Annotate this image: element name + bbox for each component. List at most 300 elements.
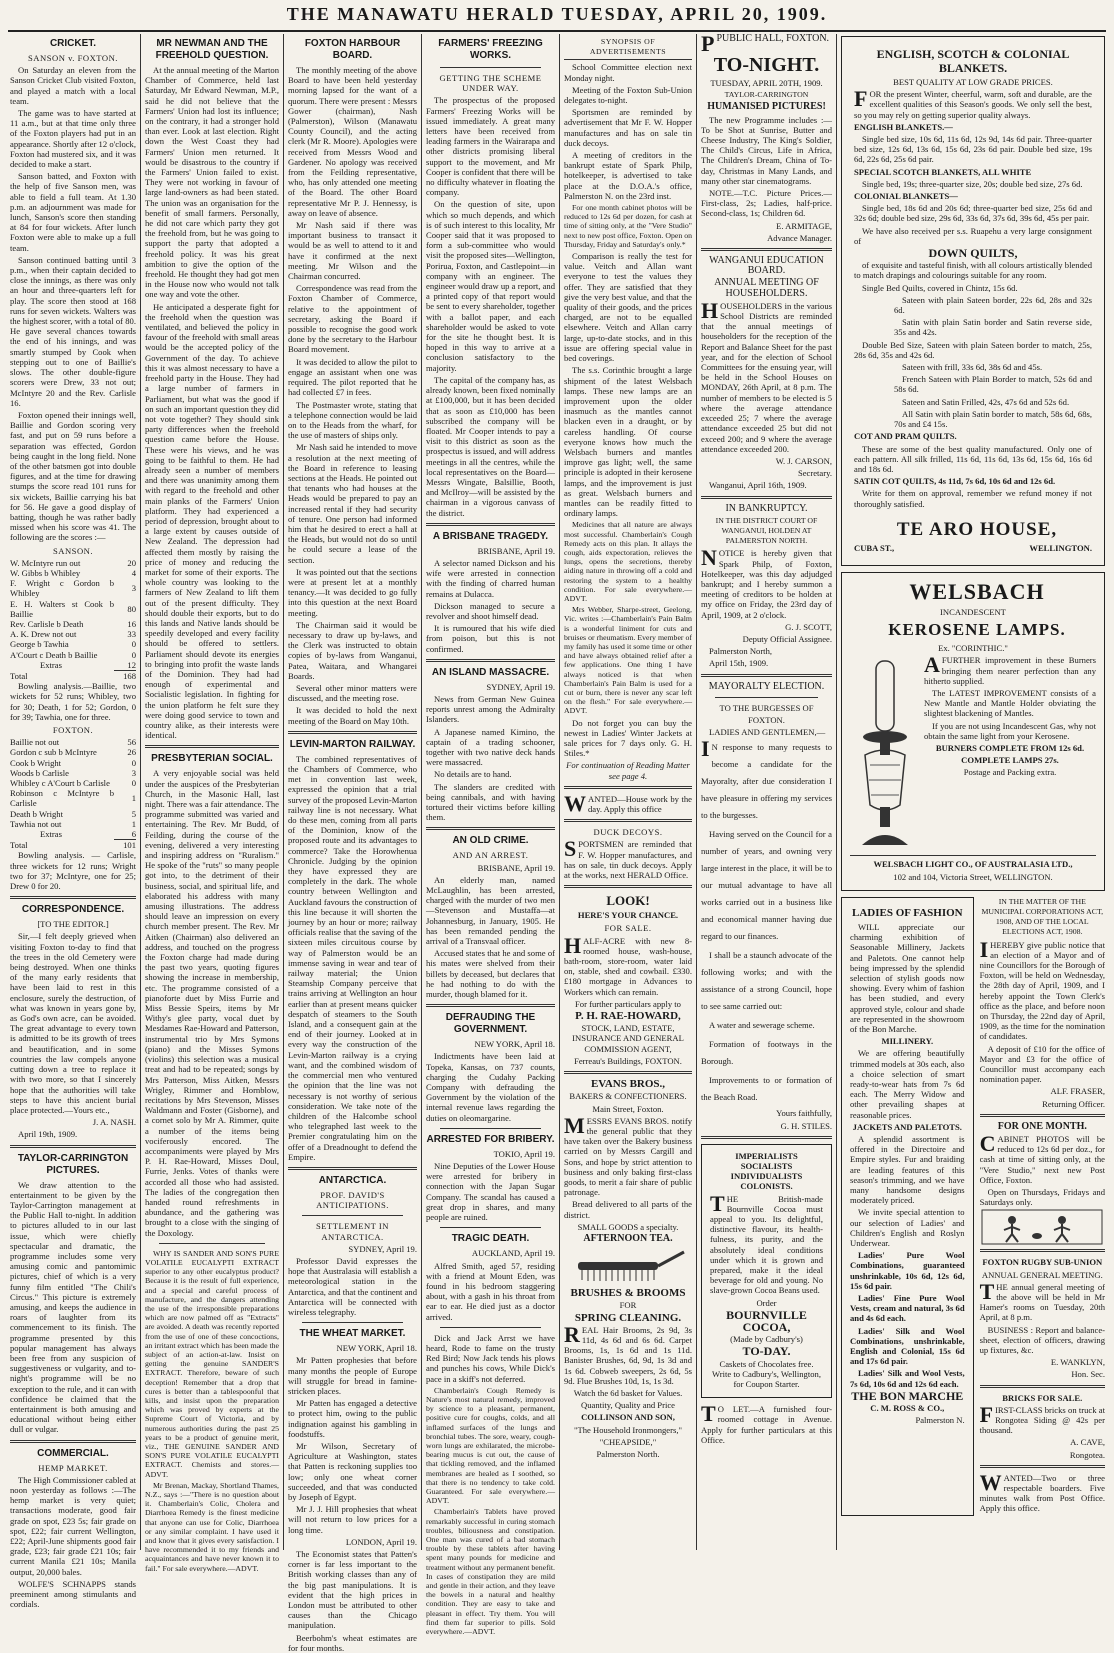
divider [440,1327,541,1328]
bankruptcy-court: IN THE DISTRICT COURT OF WANGANUI, HOLDEN AT PALMERSTON NORTH. [715,515,818,546]
divider [10,1145,136,1148]
hemp-market-subheading: HEMP MARKET. [38,1462,108,1473]
antarctica-subheading: SETTLEMENT IN ANTARCTICA. [316,1221,389,1242]
article-paragraph: We draw attention to the entertainment to be given by the Taylor-Carrington management at the Public Hall to-night. In addition to pictures alluded to in our last issue, which were chiefly spectacular and dramatic, the programme includes some very amusing comic and pantomimic pictures, chief of which is a very funny film entitled "The Chili's Circus." This picture is extremely amusing, and keeps the audience in roars of laughter from its commencement to its finish. The programme presented by this popular management has always been free from any suspicion of suggestiveness or vulgarity, and to-night's programme will be no exception to the rule, and it can with confidence be claimed that the entertainment is both amusing and educational without being either dull or vulgar. [10,1179,136,1435]
score-row: A. K. Drew not out 33 [10,629,136,640]
welsbach-company: WELSBACH LIGHT CO., OF AUSTRALASIA LTD., [850,855,1096,869]
article-paragraph: Nine Deputies of the Lower House were arrested for bribery in connection with the Japan Sugar Company. The scandal has caused a great drop in shares, and many people are ruined. [426,1161,555,1223]
bon-marche-ad [841,897,974,1516]
rhyme-text: Dick and Jack Arrst we have heard, Rode to fame on the trusty Red Bird; Now Jack tends his plows and punches his cows, While Dick's pace in a skiff's not deferred. [426,1332,555,1384]
evans-address: Main Street, Foxton. [592,1103,664,1114]
municipal-text: A deposit of £10 for the office of Mayor and £3 for the office of Councillor must accompany each nomination paper. [979,1043,1105,1085]
cabinet-photos-text: Open on Thursdays, Fridays and Saturdays only. [979,1187,1105,1208]
dateline: AUCKLAND, April 19. [471,1248,555,1259]
defrauding-heading: DEFRAUDING THE GOVERNMENT. [445,1012,536,1036]
scott-date: April 15th, 1909. [709,658,769,669]
divider [980,1114,1105,1117]
dropcap: W [979,1469,1002,1495]
column-6 [697,31,836,1550]
old-crime-subheading: AND AN ARREST. [452,850,529,861]
article-paragraph: The Economist states that Patten's corner is far less important to the British working classes than any of the big past manipulations. It is evident that the high prices in London must be attributed to other causes than the Chicago manipulation. [288,1549,417,1631]
evans-title: EVANS BROS., [590,1078,666,1091]
advertisement-text: WHY IS SANDER AND SON'S PURE VOLATILE EUCALYPTI EXTRACT superior to any other eucalyptus product? Because it is the result of full experience, and a special and careful process of manufacture, and the dangers attending the use of the irresponsible preparations which are now palmed off as "Extracts" are avoided. A death was recently reported from the use of one of these concoctions, an irritant extract which has been made the subject of an action-at-law. Insist on getting the genuine SANDER'S EXTRACT. Therefore, beware of such deception! Remember that a drop that cures is better than a tablespoonful that kills, and insist upon the preparation which was proved by experts at the Supreme Court of Victoria, and by numerous authorities during the past 25 years to be a product of genuine merit, viz., THE GENUINE SANDER AND SON'S PURE VOLATILE EUCALYPTI EXTRACT. Chemists and stores.—ADVT. [145,1248,280,1479]
article-paragraph: Accused states that he and some of his mates were shelved from their billets by deceased, but declares that he had nothing to do with the murder, though blamed for it. [426,948,555,1000]
duck-decoys-heading: DUCK DECOYS. [593,827,663,838]
score-row: E. H. Walters st Cook b Baillie 80 [10,598,136,619]
tragic-death-heading: TRAGIC DEATH. [451,1233,530,1245]
dateline: NEW YORK, April 18. [336,1343,417,1354]
quilt-price-item: Satin with plain Satin border and Satin reverse side, 35s and 42s. [894,317,1092,338]
column-3 [284,34,421,1653]
article-paragraph: Mr Nash said he intended to move a resolution at the next meeting of the Board in reference to leasing sections at the Heads. He pointed out that tenants who had houses at the Heads would be prepared to pay an increased rental if they had security of tenure. One person had informed him that he desired to erect a hall at the Heads, but would not do so until he could secure a lease of the section. [288,442,417,565]
letter-date: April 19th, 1909. [18,1129,78,1140]
mayoralty-yours: Yours faithfully, [776,1108,832,1119]
synopsis-item: Comparison is really the test for value. Veitch and Allan want everyone to test the values they offer. They are satisfied that they give the very best value, and that the quality of their goods, and the prices charged, are not to be equalled elsewhere. Veitch and Allan carry large, up-to-date stocks, and in this issue are offering special value in bed coverings. [564,251,692,364]
article-paragraph: Mr Wilson, Secretary of Agriculture at Washington, states that Patten is reckoning supplies too low; only one wheat corner succeeded, and that was conducted by Joseph of Egypt. [288,1440,417,1502]
antarctica-heading: ANTARCTICA. [318,1174,387,1186]
article-paragraph: It is rumoured that his wife died from poison, but this is not confirmed. [426,623,555,654]
householders-text: OUSEHOLDERS in the various School Districts are reminded that the annual meetings of householders for the reception of the Report and Balance Sheet for the past year, and for the election of School Committees for the ensuing year, will be held in the School Houses on MONDAY, 26th April, at 8 p.m. The number of members to be elected is 5 where the average attendance exceeded 25; 7 where the average attendance exceeded 25 but did not exceed 200; and 9 where the average attendance exceeded 200. [701,300,832,454]
wheat-market-heading: THE WHEAT MARKET. [299,1328,406,1340]
duck-decoys-text: PORTSMEN are reminded that F. W. Hopper manufactures, and has on sale, tin duck decoys. Apply at the works, next HERALD Office. [564,839,692,881]
evans-text: Bread delivered to all parts of the district. [564,1199,692,1220]
carson-name: W. J. CARSON, [775,455,832,466]
burgesses-line: TO THE BURGESSES OF [719,702,814,713]
scott-role: Deputy Official Assignee. [742,633,832,644]
quilt-price-item: Sateen with plain Sateen border, 22s 6d, 28s and 32s 6d. [894,294,1092,316]
masthead: THE MANAWATU HERALD TUESDAY, APRIL 20, 1909. [8,4,1106,32]
underwear-item: Ladies' Silk and Wool Combinations, unshrinkable, English and Colonial, 15s 6d and 17s 6d pair. [850,1325,965,1367]
jackets-heading: JACKETS AND PALETOTS. [852,1121,962,1132]
score-row: Cook b Wright 0 [10,757,136,768]
salutation: LADIES AND GENTLEMEN,— [709,727,826,738]
bon-marche-text: We are offering beautifully trimmed models at 30s each, also a choice selection of smart ready-to-wear hats from 7s 6d each. The Merry Widow and other prevailing shapes at reasonable prices. [850,1048,965,1120]
consignment-text: We have also received per s.s. Ruapehu a very large consignment of [854,225,1092,246]
divider [440,1128,541,1129]
for-sale-heading: FOR SALE. [604,923,652,934]
article-paragraph: The High Commissioner cabled at noon yesterday as follows :—The hemp market is very quiet; transactions moderate, good fair grade on spot, £23 5s; fair grade on spot, £22; fair current Wellington, £22; April-June shipments good fair grade, £23; fair grade £21 10s; fair current Manila £21 10s; Manila output, 20,000 bales. [10,1474,136,1577]
brisbane-tragedy-heading: A BRISBANE TRAGEDY. [432,530,549,542]
collinson-town: Palmerston North. [596,1448,660,1459]
divider [288,731,417,734]
article-paragraph: A selector named Dickson and his wife were arrested in connection with the finding of charred human remains at Dulacca. [426,557,555,599]
cocoa-ad-title: IMPERIALISTS SOCIALISTS INDIVIDUALISTS COLONISTS. [730,1150,803,1192]
collinson-name: COLLINSON AND SON, [581,1412,675,1423]
dropcap: N [701,545,717,571]
bankruptcy-text: OTICE is hereby given that Spark Philp, of Foxton, Hotelkeeper, was this day adjudged bankrupt; and I hereby summon a meeting of creditors to be holden at my office on Friday, the 23rd day of April, 1909, at 2 o'clock. [701,548,832,620]
look-heading: LOOK! [606,893,650,909]
divider [10,896,136,899]
underwear-item: Ladies' Fine Pure Wool Vests, cream and natural, 3s 6d and 4s 6d each. [850,1293,965,1324]
dateline: SYDNEY, April 19. [486,681,555,692]
fraser-role: Returning Officer. [1042,1098,1105,1109]
bricks-text: IRST-CLASS bricks on truck at Rongotea Siding @ 42s per thousand. [979,1404,1105,1436]
divider [564,819,692,822]
correspondence-heading: CORRESPONDENCE. [21,904,125,916]
dropcap: F [854,86,868,112]
foxton-heading: FOXTON. [52,725,94,735]
bon-marche-name: THE BON MARCHE [851,1388,964,1403]
divider [701,1136,832,1139]
brushes-spring: SPRING CLEANING. [574,1311,682,1324]
article-paragraph: The Postmaster wrote, stating that a telephone connection would be laid on to the Heads from the wharf, for the use of masters of ships only. [288,399,417,441]
article-paragraph: Foxton opened their innings well, Baillie and Gordon scoring very fast, and put on 59 runs before a separation was effected, Gordon being caught in the long field. None of the other batsmen got into double figures, and at the time for drawing stumps the score read 101 runs for six wickets, Baillie carrying his bat for 56. He gave a good display of batting, though he was rather badly missed when his score was 41. The following are the scores :— [10,409,136,543]
newman-heading: MR NEWMAN AND THE FREEHOLD QUESTION. [155,38,269,61]
collinson-address: "CHEAPSIDE," [599,1436,657,1447]
divider [980,1465,1105,1468]
management: TAYLOR-CARRINGTON [724,90,809,100]
cricket-subheading: SANSON v. FOXTON. [28,53,118,63]
show-date: TUESDAY, APRIL 20TH, 1909. [710,78,823,88]
dropcap: H [564,932,582,958]
divider [564,786,692,789]
satin-cot-quilts: SATIN COT QUILTS, 4s 11d, 7s 6d, 10s 6d and 12s 6d. [854,476,1056,487]
dateline: BRISBANE, April 19. [477,862,555,873]
underwear-item: Ladies' Silk and Wool Vests, 7s 6d, 10s 6d and 12s 6d each. [850,1368,965,1389]
agent-address: Ferreau's Buildings, FOXTON. [574,1055,682,1066]
divider [440,1227,541,1228]
millinery-heading: MILLINERY. [881,1036,934,1047]
cot-quilts-text: These are some of the best quality manufactured. Only one of each pattern. All silk frilled, 11s 6d, 11s 6d, 13s 6d, 15s 6d, 16s 6d and 18s 6d. [854,443,1092,474]
synopsis-heading: SYNOPSIS OF ADVERTISEMENTS [564,37,692,60]
dropcap: I [979,936,989,962]
letter-signature: J. A. NASH. [92,1117,136,1128]
article-paragraph: Sir,—I felt deeply grieved when visiting Foxton to-day to find that the trees in the old Cemetery were being destroyed. When one thinks of the many early residents that have been laid to rest in this enclosure, surely the destruction, of what was known in years gone by, as God's own acre, can be avoided. The great advantage to every town is admitted to be its growth of trees and beautification, and in some countries the law compels anyone cutting down a tree to replace it with two more, so that I sincerely hope that the authorities will take steps to have this ancient burial place protected.—Yours etc., [10,931,136,1115]
advertisement-text: Medicines that all nature are always most successful. Chamberlain's Cough Remedy acts on this plan. It allays the cough, aids expectoration, relieves the lungs, opens the secretions, thereby aiding nature in throwing off a cold and restoring the system to a healthy condition. For sale everywhere.—ADVT. [564,520,692,603]
divider [288,1167,417,1170]
score-total-row: Total 168 [10,670,136,681]
dropcap: C [979,1131,996,1156]
blankets-title: ENGLISH, SCOTCH & COLONIAL BLANKETS. [876,47,1070,75]
column-1 [6,34,140,1610]
chance-heading: HERE'S YOUR CHANCE. [577,910,679,921]
divider [980,1249,1105,1252]
brushes-title: BRUSHES & BROOMS [570,1287,686,1300]
down-quilts-text: of exquisite and tasteful finish, with all colours artistically blended to match drapings and colourings suitable for any room. [854,260,1092,281]
quilt-price-item: Sateen and Satin Frilled, 42s, 47s 6d and 52s 6d. [902,396,1070,407]
levin-marton-heading: LEVIN-MARTON RAILWAY. [289,738,416,750]
wanganui-heading: WANGANUI EDUCATION BOARD. [709,255,824,277]
dateline: TOKIO, April 19. [493,1148,555,1159]
article-paragraph: It was decided to hold the next meeting of the Board on May 10th. [288,705,417,726]
cocoa-ad-text: HE British-made Bournville Cocoa must appeal to you. Its delightful, distinctive flavour, its health-fulness, its purity, and the absolutely ideal conditions under which it is grown and prepared, make it the ideal beverage for old and young. No slave-grown Cocoa Beans used. [710,1193,823,1296]
score-row: George b Tawhia 0 [10,639,136,650]
agent-description: STOCK, LAND, ESTATE, INSURANCE AND GENERAL COMMISSION AGENT, [572,1023,684,1054]
advertisement-text: Chamberlain's Cough Remedy is Nature's most natural remedy, improved by science to a pleasant, permanent, positive cure for coughs, colds, and all inflamed surfaces of the lungs and bronchial tubes. The sore, weary, cough-worn lungs are exhilarated, the microbe-bearing mucus is cut out, the cause of that tickling removed, and the inflamed membranes are healed as I soothed, so that there is no tendency to take cold. Guaranteed. For sale everywhere.—ADVT. [426,1385,555,1506]
municipal-title: IN THE MATTER OF THE MUNICIPAL CORPORATIONS ACT, 1908, AND OF THE LOCAL ELECTIONS ACT, 1908. [981,896,1104,937]
dropcap: T [979,1278,995,1304]
evans-text: ESSRS EVANS BROS. notify the general public that they have taken over the Bakery business carried on by Messrs Cargill and Sons, and hope by strict attention to business and only baking first-class goods, to merit a fair share of public patronage. [564,1115,692,1198]
advertisement-text: Mr Brenan, Mackay, Shortland Thames, N.Z., says :—"There is no question about it. Chamberlain's Colic, Cholera and Diarrhoea Remedy is the finest medicine that anyone can use for Colic, Diarrhoea or any similar complaint. I have used it and know that it gives every satisfaction. I have recommended it to my friends and acquaintances and have never known it to fail." For sale everywhere.—ADVT. [145,1480,279,1573]
mayoralty-heading: MAYORALTY ELECTION. [708,680,825,692]
bon-marche-text: WILL appreciate our charming exhibition of Seasonable Millinery, Jackets and Paletots. One cannot help being impressed by the splendid selection of stylish goods now showing. Every whim of fashion has been studied, and every approved style, colour and shade are represented in the showroom of the Bon Marche. [850,921,965,1034]
article-paragraph: On the question of site, upon which so much depends, and which is of such interest to this locality, Mr Cooper said that it was proposed to form a sub-committee who would visit the proposed sites—Wellington, Porirua, Foxton, and Castlepoint—in company with an engineer. The engineer would draw up a report, and a printed copy of that report would be sent to every shareholder, together with a ballot paper, and each shareholder would be asked to vote for the site he thought best. It is hoped in this way to arrive at a conclusion satisfactory to the majority. [426,199,555,373]
half-acre-text: ALF-ACRE with new 8-roomed house, wash-house, bath-room, store-room, water laid on, stable, shed and cowbail. £330. £180 mortgage in Advances to Workers which can remain. [564,935,692,997]
ladies-of-fashion-title: LADIES OF FASHION [851,906,963,919]
down-quilts-heading: DOWN QUILTS, [928,246,1018,261]
quilt-price-item: French Sateen with Plain Border to match, 52s 6d and 58s 6d. [894,374,1092,395]
quilt-price-item: All Satin with plain Satin border to match, 58s 6d, 68s, 70s and £4 15s. [894,408,1092,430]
wanted-ad: ANTED—House work by the day. Apply this office [588,793,692,815]
kerosene-lamp-icon [850,655,920,855]
dropcap: W [564,790,586,816]
harbour-board-heading: FOXTON HARBOUR BOARD. [304,38,401,61]
score-row: W. Gibbs b Whibley 4 [10,567,136,578]
fraser-name: ALF. FRASER, [1050,1086,1105,1097]
cave-address: Rongotea. [1069,1449,1105,1460]
cocoa-brand: BOURNVILLE [726,1307,807,1322]
score-row: Robinson c McIntyre b Carlisle 1 [10,788,136,809]
score-row: Tawhia not out 1 [10,818,136,829]
article-paragraph: Dickson managed to secure a revolver and shoot himself dead. [426,600,555,621]
article-paragraph: The combined representatives of the Chambers of Commerce, who met in convention last week, expressed the opinion that a trial survey of the proposed Levin-Marton railway line is not necessary. What do these men, coming from all parts of the Dominion, know of the proposed route and its advantages to commerce? Take the Horowhenua Chronicle. Judging by the opinion they have expressed they are completely in the dark. The whole country between Wellington and Auckland favours the construction of this line because it will shorten the journey by an hour or more; railway officials realise that the saving of the sixteen miles circuitous course by way of Palmerston would be an immense saving in wear and tear of railway material; the Union Steamship Company perceive that trains arriving at Wellington an hour earlier than at present means quicker despatch of steamers to the South Island, and a consequent gain at the end of their journey. Looked at in every way the construction of the Levin-Marton railway is a crying want, and the combined wisdom of the commercial men who ventured the opinion that the line was not necessary is not worthy of serious consideration. We take note of the children of the Halcombe school who telegraphed last week to the Premier congratulating him on the offer of a Dreadnought to defend the Empire. [288,753,417,1162]
article-paragraph: Indictments have been laid at Topeka, Kansas, on 737 counts, charging the Cudahy Packing Company with defrauding the Government by the violation of the internal revenue laws regarding the duties on oleomargarine. [426,1051,555,1123]
welsbach-lamps-price: COMPLETE LAMPS 27s. [961,755,1059,766]
article-paragraph: Mr Patten prophesies that before many months the people of Europe will struggle for bread in famine-stricken places. [288,1355,417,1396]
welsbach-text: FURTHER improvement in these Burners bringing them nearer perfection than any hitherto supplied. [924,655,1096,686]
welsbach-subtitle: INCANDESCENT [940,606,1006,617]
dropcap: T [710,1190,725,1216]
score-row: Rev. Carlisle b Death 16 [10,618,136,629]
cocoa-word: COCOA, [742,1320,791,1335]
cuba-street: CUBA ST., [854,542,895,553]
divider [701,496,832,499]
article-paragraph: Sanson continued batting until 3 p.m., when their captain decided to close the innings, as there was only an hour and three-quarters left for play. The score then stood at 168 runs for seven wickets. Walters was the highest scorer, with a total of 80. He gave several chances towards the end of his innings, and was smartly stumped by Cook when stepping out to one of Baillie's slows. The other double-figure scorers were Drew, 33 not out; McIntyre 20 and the Rev. Carlisle 16. [10,254,136,408]
score-row: A'Court c Death b Baillie 0 [10,649,136,660]
article-paragraph: Beerbohm's wheat estimates are for four months. [288,1632,417,1653]
cot-quilts-heading: COT AND PRAM QUILTS. [854,431,957,442]
cocoa-ad [701,1144,832,1398]
colonial-blankets-label: COLONIAL BLANKETS— [854,191,958,202]
cricket-heading: CRICKET. [49,38,97,49]
mayoralty-text: N response to many requests to become a candidate for the Mayoralty, after due consideration I have pleasure in offering my services to the burgesses. [701,742,832,821]
divider [426,523,555,526]
dateline: NEW YORK, April 18. [474,1039,555,1050]
commercial-heading: COMMERCIAL. [37,1447,109,1459]
synopsis-item: School Committee election next Monday night. [564,62,692,83]
article-paragraph: The capital of the company has, as already known, been fixed nominally at £100,000, but it has been decided that as soon as £10,000 has been subscribed the company will be floated. Mr Cooper intends to pay a visit to this district as soon as the prospectus is issued, and will address meetings in all the centres, while the local representatives on the Board—Messrs Wingate, Balsillie, Booth, and McIlroy—will be assisted by the chairman in a vigorous canvass of the district. [426,374,555,518]
wanklyn-role: Hon. Sec. [1071,1369,1105,1380]
quilt-price-item: Single Bed Quilts, covered in Chintz, 15s 6d. [862,282,1018,293]
divider [302,1322,403,1323]
blankets-text: OR the present Winter, cheerful, warm, soft and durable, are the excellent qualities of this Season's goods. We only sell the best, so you may rely on getting superior quality always. [854,89,1092,120]
antarctica-subheading: PROF. DAVID'S ANTICIPATIONS. [316,1189,389,1211]
bowling-analysis: Bowling analysis.—Baillie, two wickets for 52 runs; Whibley, two for 30; Death, 1 for 52; Gordon, 0 for 39; Tawhia, one for three. [10,681,136,722]
ross-name: C. M. ROSS & CO., [870,1403,945,1414]
divider [159,1243,265,1244]
cocoa-maker: (Made by Cadbury's) [730,1334,803,1345]
blankets-subtitle: BEST QUALITY AT LOW GRADE PRICES. [893,77,1053,87]
divider [426,1004,555,1007]
mayoralty-text: I shall be a staunch advocate of the following works; and with the assistance of a strong Council, hope to see same carried out: [701,950,832,1012]
article-paragraph: Professor David expresses the hope that Australasia will establish a meteorological station in the Antarctica, and that the continent and Antarctica will be connected with wireless telegraphy. [288,1255,417,1317]
article-paragraph: The slanders are credited with being cannibals, and with having tortured their victims before killing them. [426,781,555,823]
dropcap: H [701,297,719,323]
welsbach-address: 102 and 104, Victoria Street, WELLINGTON. [893,871,1053,882]
welsbach-postage: Postage and Packing extra. [963,767,1057,778]
welsbach-text: If you are not using Incandescent Gas, why not obtain the same light from your Kerosene. [924,720,1096,741]
dropcap: M [564,1112,585,1138]
afternoon-tea: AFTERNOON TEA. [583,1232,673,1244]
synopsis-item: The s.s. Corinthic brought a large shipment of the latest Welsbach lamps. These new lamps are an improvement upon the older inasmuch as the mantles cannot blacken even in a draught, or by careless handling. Of course everyone knows how much the Welsbach burners and mantles improve gas light; well, the same principle is adopted in their kerosene lamps, and the improvement is just as great. Welsbach burners and mantles can be readily fitted to ordinary lamps. [564,365,692,519]
freezing-works-subheading: GETTING THE SCHEME UNDER WAY. [439,73,542,94]
boarders-wanted-text: ANTED—Two or three respectable boarders. Five minutes walk from Post Office. Apply this office. [979,1472,1105,1514]
scott-name: G. J. SCOTT, [785,621,832,632]
article-paragraph: Correspondence was read from the Foxton Chamber of Commerce, relative to the appointment of secretary, asking the Board if possible to recognise the good work done by the secretary to the Harbour Board movement. [288,283,417,355]
article-paragraph: Sanson batted, and Foxton with the help of five Sanson men, was able to field a full team. At 1.30 p.m. an adjournment was made for lunch, Sanson's score then standing at 84 for four wickets. After lunch Foxton were able to make up a full team. [10,171,136,253]
scotch-blankets-label: SPECIAL SCOTCH BLANKETS, ALL WHITE [854,166,1032,177]
divider [701,674,832,677]
dropcap: R [564,1321,580,1347]
article-paragraph: The monthly meeting of the above Board to have been held yesterday morning lapsed for the want of a quorum. There were present : Messrs Gower (chairman), Nash (Palmerston), Wilson (Manawatu County Council), and the acting clerk (Mr R. Moore). Apologies were received from Messrs Wood and Gardener. No apology was received from the Feilding representative, who, has only attended one meeting of the Board. The other Board representative Mr P. J. Hennessy, is away on leave of absence. [288,65,417,218]
english-blankets-prices: Single bed size, 10s 6d, 11s 6d, 12s 9d, 14s 6d pair. Three-quarter bed size, 12s 6d, 13s 6d, 15s 6d, 23s 6d pair. Double bed size, 19s 6d, 22s 6d, 25s 6d pair. [854,134,1092,165]
article-paragraph: The Chairman said it would be necessary to draw up by-laws, and the Clerk was instructed to obtain copies of by-laws from Wanganui, Patea, Waitara, and Whangarei Boards. [288,619,417,681]
welsbach-ex: Ex. "CORINTHIC." [938,643,1008,654]
score-row: Death b Wright 5 [10,808,136,819]
divider [145,745,279,748]
approval-text: Write for them on approval, remember we refund money if not thoroughly satisfied. [854,488,1092,509]
foxton-scorecard [10,737,136,850]
welsbach-burners-price: BURNERS COMPLETE FROM 12s 6d. [935,742,1085,753]
article-paragraph: Mr J. J. Hill prophesies that wheat will not return to low prices for a long time. [288,1504,417,1535]
article-paragraph: A Japanese named Kimino, the captain of a trading schooner, together with two native deck hands were massacred. [426,726,555,768]
divider [564,885,692,888]
colonial-blankets-prices: Single bed, 18s 6d and 20s 6d; three-quarter bed size, 25s 6d and 32s 6d; double bed size, 29s 6d, 33s 6d, 37s 6d, 39s 6d, 45s per pair. [854,203,1092,224]
palmerston-label: Palmerston N. [915,1415,965,1426]
article-paragraph: A very enjoyable social was held under the auspices of the Presbyterian Church, in the Masonic Hall, last night. There was a fair attendance. The programme submitted was varied and entertaining. The Rev. Mr Budd, of Feilding, during the course of the evening, delivered a very interesting and inspiring address on "Ruralism." He spoke of the "ruts" so many people got into, to the detriment of their business, social, and spiritual life, and elaborated his address with many amusing illustrations. The address should leave an impression on every church member present. The Rev. Mr Aitken (Chairman) also delivered an address, and touched on the progress the Foxton charge had made during the past two years, quoting figures showing the increase in membership, etc. The programme consisted of a pianoforte duet by Miss Furrie and Miss Bessie Speirs, items by Mr Withy's glee party, vocal duet by Mesdames Rae-Howard and Patterson, instrumental trio by Mrs Symons (piano) and the Misses Symons (violins) this selection was a musical treat and had to be repeated; songs by Mrs Patterson, Miss Aitken, Messrs Wrigley, Rimmer and Hornblow, recitations by Mrs Stevenson, Misses Waldmann and Foster (Gisborne), and a cornet solo by Mr A. Rimmer, quite a number of the items being vociferously encored. The accompaniments were played by Mrs P. H. Rae-Howard, Misses Doul, Furrie, Jenks. Votes of thanks were accorded all those who had assisted. The ladies of the congregation then handed round refreshments in abundance, and the gathering was brought to a close with the singing of the Doxology. [145,768,279,1238]
sanson-scorecard [10,558,136,681]
brushes-text: EAL Hair Brooms, 2s 9d, 3s 11d, 4s 6d and 6s 6d. Carpet Brooms, 1s, 1s 6d and 1s 11d. Banister Brushes, 6d, 9d, 1s 3d and 1s 6d. Cobweb sweepers, 2s 6d, 5s 9d. Flue Brushes 10d, 1s, 1s 3d. [564,1324,692,1386]
wellington-label: WELLINGTON. [1029,542,1092,553]
synopsis-item: Do not forget you can buy the newest in Ladies' Winter Jackets at sale prices for 7 days only. G. H. Stiles.* [564,717,692,759]
rugby-business: BUSINESS : Report and balance-sheet, election of officers, drawing up fixtures, &c. [979,1324,1105,1356]
column-2 [141,34,283,1573]
cocoa-today: TO-DAY. [742,1344,791,1359]
bowling-analysis: Bowling analysis. — Carlisle, three wickets for 12 runs; Wright two for 37; McIntyre, one for 25; Drew 0 for 20. [10,850,136,892]
prices-note: NOTE.—T.C. Picture Prices.—First-class, 2s; Ladies, half-price. Second-class, 1s; Children 6d. [701,188,832,219]
column-5 [560,34,696,1550]
dateline: LONDON, April 19. [345,1536,417,1547]
score-row: Extras 6 [40,829,136,840]
article-paragraph: News from German New Guinea reports unrest among the Admiralty Islanders. [426,693,555,725]
bon-marche-text: A splendid assortment is offered in the Directoire and Empire styles. Fur and braiding are leading features of this season's trimming, and we have many handsome designs moderately priced. [850,1134,965,1206]
article-paragraph: No details are to hand. [434,769,512,780]
municipal-text: HEREBY give public notice that an election of a Mayor and of nine Councillors for the Borough of Foxton, will be held on Wednesday, the 28th day of April, 1909, and I hereby appoint the Town Clerk's office as the place, and before noon on Thursday, the 22nd day of April, 1909, as the time for the nomination of candidates. [979,939,1105,1042]
mayoralty-list-item: Improvements to or formation of the Beach Road. [701,1075,832,1103]
broom-brush-icon [568,1246,688,1286]
cocoa-order: Order [756,1297,777,1308]
divider [715,697,818,698]
wanklyn-name: E. WANKLYN, [1050,1357,1105,1368]
evans-subtitle: BAKERS & CONFECTIONERS. [569,1091,687,1102]
divider [10,1440,136,1443]
divider [440,67,541,68]
column-7 [837,34,1109,1550]
bricks-heading: BRICKS FOR SALE. [1002,1392,1083,1403]
mayoralty-signature: G. H. STILES. [780,1120,832,1131]
english-blankets-label: ENGLISH BLANKETS.— [854,121,953,132]
football-players-icon [982,1210,1102,1244]
right-notices [980,897,1105,1516]
rugby-subheading: ANNUAL GENERAL MEETING. [981,1269,1103,1280]
divider [426,659,555,662]
dropcap: A [924,652,940,678]
welsbach-title: WELSBACH [909,578,1045,604]
synopsis-item: Meeting of the Foxton Sub-Union delegates to-night. [564,84,692,106]
carson-date: Wanganui, April 16th, 1909. [709,480,807,491]
brushes-for: FOR [619,1300,637,1311]
score-row: Woods b Carlisle 3 [10,767,136,778]
bon-marche-text: We invite special attention to our selection of Ladies' and Children's English and Roslyn Underwear. [850,1207,965,1249]
dateline: SYDNEY, April 19. [348,1243,417,1254]
dropcap: T [701,1401,716,1427]
dropcap: F [979,1401,994,1427]
further-particulars: For further particulars apply to [575,998,681,1009]
mayoralty-list-item: Formation of footways in the Borough. [701,1039,832,1067]
article-paragraph: It was pointed out that the sections were at present let at a monthly tenancy.—It was decided to go fully into this question at the next Board meeting. [288,566,417,618]
article-paragraph: Several other minor matters were discussed, and the meeting rose. [288,682,417,704]
article-paragraph: He anticipated a desperate fight for the freehold when the question was ventilated, and believed the policy in favour of the freehold with small areas would be the accepted policy of the Government of the day. To achieve this it was almost necessary to have a freehold party in the House. They had a large number of farmers in Parliament, but what was the good if on such an important question they did not vote together? They should sink party differences when the freehold question came before the House. These were his views, and he was going to be faithful to them. He had already seen a number of members and there was unanimity among them with regard to the freehold and other main planks of the Farmers' Union platform. They had experienced a period of depression, brought about to a large extent by causes outside of New Zealand. The depression had affected them mostly by raising the price of money and reducing the market for some of their exports. The whole country was looking to the farmers of New Zealand to lift them out of the present difficulty. They should double their exports, but to do this lands and Native lands should be speedily developed and every facility should be offered to settlers. Parliament should devote its energies to bringing into profit the waste lands of the Dominion. They had had enough of experimental and Socialistic legislation. In fighting for the union platform he felt sure they were doing good service to town and country alike, as their interests were identical. [145,301,279,741]
to-let-text: O LET.—A furnished four-roomed cottage in Avenue. Apply for further particulars at this Office. [701,1404,832,1445]
cave-name: A. CAVE, [1070,1437,1105,1448]
armitage-name: E. ARMITAGE, [776,220,832,231]
article-paragraph: Alfred Smith, aged 57, residing with a friend at Mount Eden, was found in his bedroom staggering about, with a gash in his throat from ear to ear. He died just as a doctor arrived. [426,1260,555,1322]
divider [426,827,555,830]
bankruptcy-heading: IN BANKRUPTCY. [725,502,808,514]
editor-line: [TO THE EDITOR.] [37,919,109,930]
synopsis-item: A meeting of creditors in the bankrupt estate of Spark Philp, hotelkeeper, is advertised to take place at the D.O.A.'s office, Palmerston N. on the 23rd inst. [564,150,692,201]
divider [701,248,832,251]
scott-address: Palmerston North, [709,646,773,657]
cabinet-photos-text: ABINET PHOTOS will be reduced to 12s 6d per doz., for cash at time of sitting only, at the "Vere Studio," next new Post Office, Foxton. [979,1134,1105,1185]
score-row: F. Wright c Gordon b Whibley 3 [10,578,136,599]
carson-role: Secretary. [797,468,832,479]
quilt-price-item: Double Bed Size, Sateen with plain Sateen border to match, 25s, 28s 6d, 35s and 42s 6d. [854,339,1092,360]
advertisement-text: Mrs Webber, Sharpe-street, Geelong, Vic. writes :—Chamberlain's Pain Balm is a wonderful liniment for cuts and bruises or rheumatism. Every member of my family has used it some time or other and have always obtained relief after a few applications. One thing I have always noticed is that when Chamberlain's Pain Balm is used for a cut or burn, there is never any scar left on the flesh." For sale everywhere.—ADVT. [564,605,692,716]
divider [564,1071,692,1074]
synopsis-item: Sportsmen are reminded by advertisement that Mr F. W. Hopper manufactures and has on sale tin duck decoys. [564,107,692,148]
advertisement-text: WOLFE'S SCHNAPPS stands preeminent among stimulants and cordials. [10,1578,136,1610]
rugby-text: HE annual general meeting of the above will be held in Mr Hamer's rooms on Tuesday, 20th April, at 8 p.m. [979,1281,1105,1323]
article-paragraph: On Saturday an eleven from the Sanson Cricket Club visited Foxton, and played a match with a local team. [10,65,136,106]
sanson-heading: SANSON. [52,545,94,556]
welsbach-lamps: KEROSENE LAMPS. [888,620,1066,640]
mayoralty-list-item: A water and sewerage scheme. [709,1020,815,1031]
dateline: BRISBANE, April 19. [477,545,555,556]
programme-text: The new Programme includes :—To be Shot at Sunrise, Butter and Cheese Industry, The King's Soldier, The Child's Circus, Life in Africa, The Children's Dream, China of To-day, Christmas in Many Lands, and many other star cinematograms. [701,114,832,186]
brushes-quality: Quantity, Quality and Price [581,1400,675,1411]
annual-meeting-heading: ANNUAL MEETING OF HOUSEHOLDERS. [714,277,819,299]
foxton-line: FOXTON. [748,714,785,725]
score-row: Gordon c sub b McIntyre 26 [10,747,136,758]
public-hall: PUBLIC HALL, FOXTON. [716,33,830,44]
continuation-note: For continuation of Reading Matter see page 4. [566,760,690,781]
te-aro-house-ad [841,36,1105,566]
cocoa-footer: Caskets of Chocolates free. Write to Cadbury's, Wellington, for Coupon Starter. [712,1358,821,1390]
welsbach-ad [841,572,1105,891]
article-paragraph: The game was to have started at 11 a.m., but at that time only three of the Foxton players had put in an appearance. Shortly after 12 o'clock, Foxton had mustered six, and it was decided to make a start. [10,108,136,170]
mayoralty-text: Having served on the Council for a number of years, and owning very large interest in the place, it will be to our mutual advantage to have all works carried out in a business like and economical manner having due regard to our finances. [701,829,832,942]
old-crime-heading: AN OLD CRIME. [452,835,529,847]
article-paragraph: Mr Patten has engaged a detective to protect him, owing to the public indignation against his gambling in foodstuffs. [288,1398,417,1439]
evans-small-goods: SMALL GOODS a specialty. [577,1221,679,1232]
article-paragraph: It was decided to allow the pilot to engage an assistant when one was required. The pilot reported that he had collected £7 in fees. [288,356,417,398]
bribery-heading: ARRESTED FOR BRIBERY. [426,1133,555,1145]
divider [302,1215,403,1216]
brushes-watch: Watch the 6d basket for Values. [573,1387,683,1398]
collinson-subtitle: "The Household Ironmongers," [574,1424,682,1435]
article-paragraph: The prospectus of the proposed Farmers' Freezing Works will be issued immediately. A great many letters have been received from leading farmers in the Wairarapa and other districts promising liberal support to the movement, and Mr Cooper is confident that there will be no difficulty whatever in floating the company. [426,95,555,198]
